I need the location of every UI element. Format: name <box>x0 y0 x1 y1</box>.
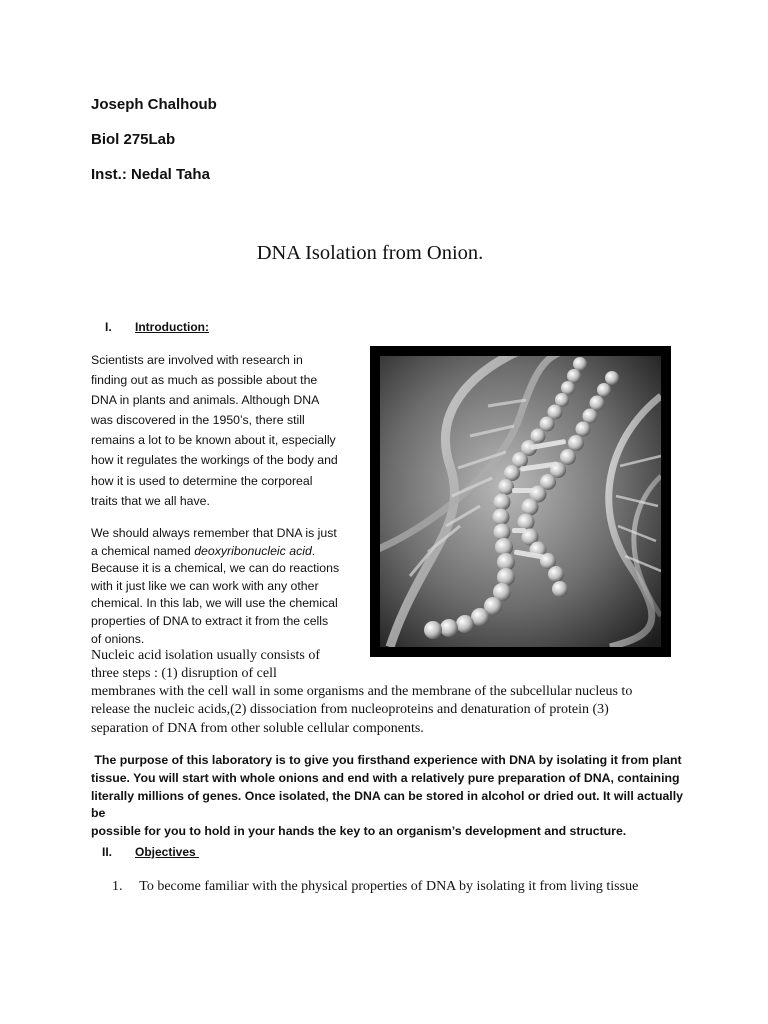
text-line: Scientists are involved with research in <box>91 353 303 367</box>
text-line: We should always remember that DNA is just <box>91 526 337 540</box>
text-line: three steps : (1) disruption of cell <box>91 666 277 682</box>
section-number-introduction: I. <box>105 320 112 334</box>
instructor-name: Inst.: Nedal Taha <box>91 166 210 183</box>
purpose-paragraph <box>91 752 691 841</box>
author-name: Joseph Chalhoub <box>91 96 217 113</box>
text-fragment: . <box>311 543 316 558</box>
text-line: literally millions of genes. Once isolated, the DNA can be stored in alcohol or dried out. It will actually be <box>91 788 683 821</box>
text-line: possible for you to hold in your hands the key to an organism’s development and structure. <box>91 824 627 839</box>
intro-paragraph-1 <box>91 350 359 511</box>
text-line: tissue. You will start with whole onions and end with a relatively pure preparation of DNA, containing <box>91 770 680 785</box>
text-line: The purpose of this laboratory is to give you firsthand experience with DNA by isolating it from plant <box>91 753 682 767</box>
section-number-objectives: II. <box>102 845 113 859</box>
text-line: remains a lot to be known about it, especially <box>91 433 336 448</box>
text-line: chemical. In this lab, we will use the chemical <box>91 596 338 611</box>
intro-paragraph-3-side <box>91 647 366 684</box>
text-line <box>91 543 359 561</box>
list-item <box>112 879 638 895</box>
text-line: of onions. <box>91 631 145 646</box>
course-name: Biol 275Lab <box>91 131 176 148</box>
dna-helix-image <box>370 346 671 657</box>
text-line: DNA in plants and animals. Although DNA <box>91 393 320 408</box>
list-item-number: 1. <box>112 879 123 894</box>
text-line: was discovered in the 1950’s, there still <box>91 413 305 428</box>
text-line: how it regulates the workings of the body and <box>91 453 338 468</box>
text-line: traits that we all have. <box>91 493 210 508</box>
text-line: with it just like we can work with any other <box>91 578 319 593</box>
text-line: properties of DNA to extract it from the cells <box>91 613 329 628</box>
page-title: DNA Isolation from Onion. <box>256 242 484 264</box>
text-line: Because it is a chemical, we can do reactions <box>91 561 340 576</box>
objectives-list <box>112 879 638 895</box>
text-line: finding out as much as possible about the <box>91 373 318 388</box>
text-line: how it is used to determine the corporeal <box>91 473 313 488</box>
list-item-text: To become familiar with the physical properties of DNA by isolating it from living tissue <box>139 879 639 894</box>
italic-term: deoxyribonucleic acid <box>194 543 312 558</box>
intro-paragraph-3-full <box>91 683 691 738</box>
dna-helix-illustration <box>380 356 661 647</box>
section-heading-objectives: Objectives <box>135 845 200 859</box>
intro-paragraph-2 <box>91 525 359 648</box>
section-heading-introduction: Introduction: <box>135 320 209 334</box>
text-line: separation of DNA from other soluble cellular components. <box>91 720 424 736</box>
text-line: Nucleic acid isolation usually consists of <box>91 648 321 663</box>
text-line: release the nucleic acids,(2) dissociation from nucleoproteins and denaturation of protein (3) <box>91 702 609 718</box>
text-fragment: a chemical named <box>91 543 195 558</box>
text-line: membranes with the cell wall in some organisms and the membrane of the subcellular nucleus to <box>91 684 633 699</box>
